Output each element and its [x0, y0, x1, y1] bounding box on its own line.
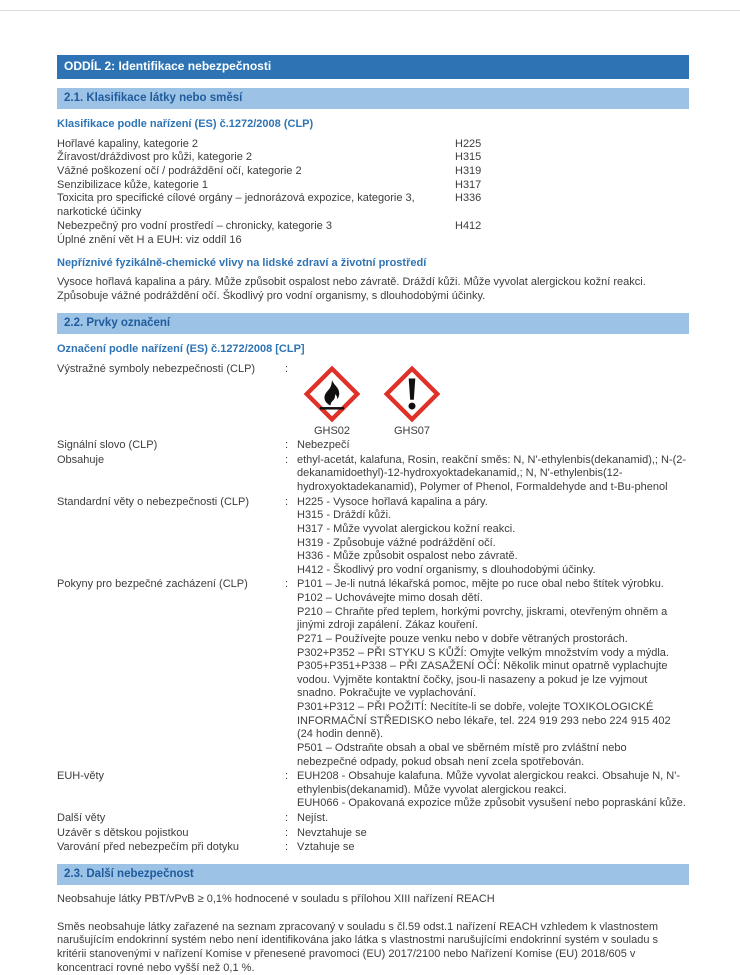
hazard-code: H225: [455, 137, 482, 150]
signal-word-value: Nebezpečí: [297, 439, 350, 452]
colon: :: [285, 495, 289, 508]
euh-statement: EUH066 - Opakovaná expozice může způsobit vysušení nebo popraskání kůže.: [297, 797, 686, 810]
tactile-warning-label: Varování před nebezpečím při dotyku: [57, 841, 240, 854]
classification-row: [57, 220, 689, 234]
classification-row: [57, 165, 689, 179]
classification-row: [57, 151, 689, 165]
colon: :: [285, 439, 289, 452]
precautionary-statement: P305+P351+P338 – PŘI ZASAŽENÍ OČÍ: Několik minut opatrně vyplachujte vodou. Vyjměte kontaktní čočky, jsou-li nasazeny a pokud je lze vyjmout snadno. Pokračujte ve vyplachování.: [297, 660, 668, 700]
precautionary-statement: P210 – Chraňte před teplem, horkými povrchy, jiskrami, otevřeným ohněm a jinými zdroji zapálení. Zákaz kouření.: [297, 605, 668, 632]
ghs02-caption: GHS02: [313, 424, 351, 437]
euh-statements-label: EUH-věty: [57, 770, 105, 783]
pictograms-label: Výstražné symboly nebezpečnosti (CLP): [57, 362, 256, 375]
hazard-class-label: Senzibilizace kůže, kategorie 1: [57, 178, 209, 191]
colon: :: [285, 770, 289, 783]
colon: :: [285, 812, 289, 824]
hazard-statement: H225 - Vysoce hořlavá kapalina a páry.: [297, 495, 488, 508]
hazard-statement: H336 - Může způsobit ospalost nebo závratě.: [297, 550, 518, 563]
adverse-effects-heading: Nepříznivé fyzikálně-chemické vlivy na lidské zdraví a životní prostředí: [57, 256, 427, 269]
hazard-statements-label: Standardní věty o nebezpečnosti (CLP): [57, 495, 250, 508]
hazard-statement: H315 - Dráždí kůži.: [297, 509, 392, 522]
hazard-code: H412: [455, 219, 482, 232]
ghs07-pictogram: [377, 365, 447, 439]
labelling-regulation-heading: Označení podle nařízení (ES) č.1272/2008 [CLP]: [57, 342, 305, 355]
subsection-2-2-header: 2.2. Prvky označení: [57, 313, 689, 334]
precautionary-statement: P301+P312 – PŘI POŽITÍ: Necítíte-li se dobře, volejte TOXIKOLOGICKÉ INFORMAČNÍ STŘEDISKO nebo lékaře, tel. 224 919 293 nebo 224 915 402 (24 hodin denně).: [297, 701, 671, 741]
other-sentences-row: [57, 812, 689, 826]
pictogram-group: [297, 363, 689, 439]
pbt-statement: Neobsahuje látky PBT/vPvB ≥ 0,1% hodnocené v souladu s přílohou XIII nařízení REACH: [57, 893, 495, 906]
precautionary-statement: P102 – Uchovávejte mimo dosah dětí.: [297, 592, 483, 604]
colon: :: [285, 578, 289, 591]
signal-word-row: [57, 439, 689, 453]
colon: :: [285, 841, 289, 854]
contains-row: [57, 454, 689, 495]
full-text-note: Úplné znění vět H a EUH: viz oddíl 16: [57, 234, 242, 247]
hazard-class-label: Žíravost/dráždivost pro kůži, kategorie 2: [57, 151, 253, 164]
flame-icon: [303, 365, 361, 423]
childproof-value: Nevztahuje se: [297, 826, 367, 839]
tactile-warning-row: [57, 841, 689, 855]
precautionary-statement: P501 – Odstraňte obsah a obal ve sběrném místě pro zvláštní nebo nebezpečné odpady, pokud obsah není zcela spotřebován.: [297, 741, 627, 768]
euh-statements-row: [57, 770, 689, 811]
precautionary-statement: P271 – Používejte pouze venku nebo v dobře větraných prostorách.: [297, 632, 628, 645]
colon: :: [285, 826, 289, 839]
section-2-header: ODDÍL 2: Identifikace nebezpečnosti: [57, 55, 689, 79]
precautionary-statements-label: Pokyny pro bezpečné zacházení (CLP): [57, 578, 248, 591]
hazard-class-label: Vážné poškození očí / podráždění očí, kategorie 2: [57, 165, 302, 177]
childproof-row: [57, 827, 689, 841]
precautionary-statements-list: [297, 578, 689, 769]
endocrine-statement: Směs neobsahuje látky zařazené na seznam zpracovaný v souladu s čl.59 odst.1 nařízení REACH vzhledem k vlastnostem narušujícím endokrinní systém nebo není identifikována jako látka s vlastnostmi narušujícími endokrinní systém v souladu s kritérii stanovenými v nařízení Komise v přenesené pravomoci (EU) 2017/2100 nebo Nařízení Komise (EU) 2018/605 v koncentraci rovné nebo vyšší než 0,1 %.: [57, 920, 659, 974]
classification-row: [57, 179, 689, 193]
precautionary-statements-row: [57, 578, 689, 769]
classification-table: [57, 138, 689, 233]
hazard-class-label: Nebezpečný pro vodní prostředí – chronicky, kategorie 3: [57, 219, 332, 232]
ghs07-caption: GHS07: [393, 424, 431, 437]
precautionary-statement: P101 – Je-li nutná lékařská pomoc, mějte po ruce obal nebo štítek výrobku.: [297, 578, 664, 591]
ghs02-pictogram: [297, 365, 367, 439]
colon: :: [285, 362, 289, 375]
euh-statement: EUH208 - Obsahuje kalafuna. Může vyvolat alergickou reakci. Obsahuje N, N'-ethylenbis(dekanamid). Může vyvolat alergickou reakci.: [297, 770, 681, 796]
hazard-pictograms-row: [57, 363, 689, 439]
euh-statements-list: [297, 770, 689, 811]
contains-label: Obsahuje: [57, 453, 105, 466]
hazard-code: H319: [455, 165, 482, 177]
exclamation-mark-icon: [383, 365, 441, 423]
hazard-code: H336: [455, 192, 482, 205]
classification-row: [57, 192, 689, 219]
page-top-rule: [0, 10, 740, 11]
childproof-label: Uzávěr s dětskou pojistkou: [57, 826, 189, 839]
sds-section-2: [57, 55, 689, 975]
hazard-statement: H412 - Škodlivý pro vodní organismy, s dlouhodobými účinky.: [297, 563, 596, 576]
hazard-statements-row: [57, 496, 689, 578]
other-sentences-label: Další věty: [57, 812, 106, 824]
hazard-code: H317: [455, 178, 482, 191]
hazard-code: H315: [455, 151, 482, 164]
subsection-2-1-header: 2.1. Klasifikace látky nebo směsí: [57, 88, 689, 109]
signal-word-label: Signální slovo (CLP): [57, 439, 158, 452]
adverse-effects-text: Vysoce hořlavá kapalina a páry. Může způsobit ospalost nebo závratě. Dráždí kůži. Může vyvolat alergickou kožní reakci. Způsobuje vážné podráždění očí. Škodlivý pro vodní organismy, s dlouhodobými účinky.: [57, 276, 646, 302]
tactile-warning-value: Vztahuje se: [297, 841, 355, 854]
colon: :: [285, 453, 289, 466]
hazard-class-label: Hořlavé kapaliny, kategorie 2: [57, 137, 199, 150]
hazard-statement: H319 - Způsobuje vážné podráždění očí.: [297, 536, 496, 549]
contains-value: ethyl-acetát, kalafuna, Rosin, reakční směs: N, N'-ethylenbis(dekanamid),; N-(2-dekanamidoethyl)-12-hydroxyoktadekanamid,; N, N'-ethylenbis(12-hydroxyoktadekanamid), Polymer of Phenol, Formaldehyde and t-Bu-phenol: [297, 453, 687, 493]
other-sentences-value: Nejíst.: [297, 812, 329, 824]
hazard-statements-list: [297, 496, 689, 578]
precautionary-statement: P302+P352 – PŘI STYKU S KŮŽÍ: Omyjte velkým množstvím vody a mýdla.: [297, 646, 669, 659]
classification-regulation-heading: Klasifikace podle nařízení (ES) č.1272/2008 (CLP): [57, 118, 314, 131]
hazard-statement: H317 - Může vyvolat alergickou kožní reakci.: [297, 522, 516, 535]
subsection-2-3-header: 2.3. Další nebezpečnost: [57, 864, 689, 885]
hazard-class-label: Toxicita pro specifické cílové orgány – jednorázová expozice, kategorie 3, narkotické účinky: [57, 192, 415, 218]
classification-row: [57, 138, 689, 152]
